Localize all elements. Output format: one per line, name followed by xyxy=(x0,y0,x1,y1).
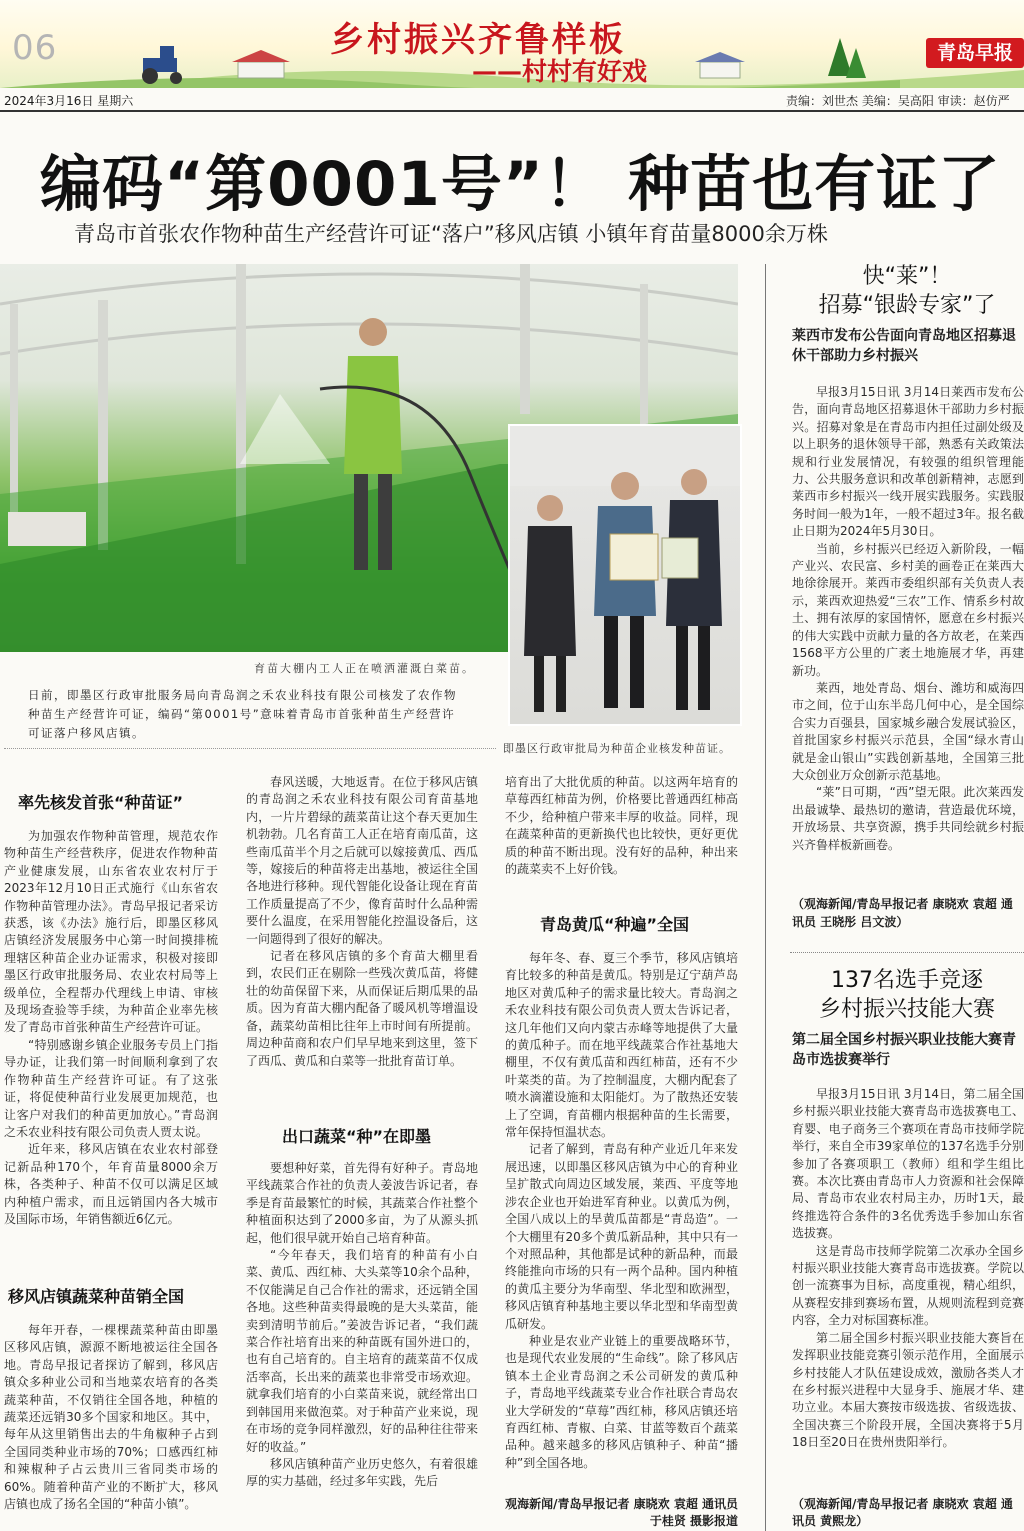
side-story-title-line: 招募“银龄专家”了 xyxy=(818,293,996,318)
tree-icon xyxy=(828,38,866,78)
certificate-ceremony-illustration xyxy=(510,426,740,724)
paragraph: “莱”日可期，“西”望无限。此次莱西发出最诚挚、最热切的邀请，营造最优环境，开放场景、共享资源，携手共同绘就乡村振兴齐鲁样板新画卷。 xyxy=(792,785,1024,852)
side-story-deck: 第二届全国乡村振兴职业技能大赛青岛市选拔赛举行 xyxy=(792,1032,1016,1068)
paragraph: 早报3月15日讯 3月14日莱西市发布公告，面向青岛地区招募退休干部助力乡村振兴。招募对象是在青岛市内担任过副处级及以上职务的退休领导干部，熟悉有关政策法规和行业发展情况，有较强的组织管理能力、公共服务意识和改革创新精神，志愿到莱西市乡村振兴一线开展实践服务。实践服务时间一般为1年，一般不超过3年。报名截止日期为2024年5月30日。 xyxy=(792,385,1024,539)
article-column xyxy=(505,774,738,902)
section-subtitle: 移风店镇蔬菜种苗销全国 xyxy=(8,1287,185,1306)
article-column xyxy=(246,1160,478,1531)
paragraph: 当前，乡村振兴已经迈入新阶段，一幅产业兴、农民富、乡村美的画卷正在莱西大地徐徐展开。莱西市委组织部有关负责人表示，莱西欢迎热爱“三农”工作、情系乡村故土、拥有浓厚的家国情怀，愿意在乡村振兴的伟大实践中贡献力量的各方故老，在莱西1568平方公里的广袤土地施展才华，再建新功。 xyxy=(792,541,1024,678)
lead-paragraph: 日前，即墨区行政审批服务局向青岛润之禾农业科技有限公司核发了农作物种苗生产经营许可证，编码“第0001号”意味着青岛市首张种苗生产经营许可证落户移风店镇。 xyxy=(28,688,457,740)
section-subtitle: 出口蔬菜“种”在即墨 xyxy=(282,1127,432,1146)
headline: 编码“第0001号”！ 种苗也有证了 xyxy=(40,149,1001,220)
paragraph: 为加强农作物种苗管理，规范农作物种苗生产经营秩序，促进农作物种苗产业健康发展，山东省农业农村厅于2023年12月10日正式施行《山东省农作物种苗管理办法》。青岛早报记者采访获悉，该《办法》施行后，即墨区移风店镇经济发展服务中心第一时间摸排梳理辖区种苗企业办证需求，积极对接即墨区行政审批服务局、农业农村局等上级单位，全程帮办代理线上申请、审核及现场查验等手续，为种苗企业率先核发了青岛市首张种苗生产经营许可证。 xyxy=(4,829,218,1035)
paragraph: 春风送暖，大地返青。在位于移风店镇的青岛润之禾农业科技有限公司育苗基地内，一片片碧绿的蔬菜苗让这个春天更加生机勃勃。几名育苗工人正在培育南瓜苗，这些南瓜苗半个月之后就可以嫁接黄瓜、西瓜等，嫁接后的种苗将走出基地，被运往全国各地进行移种。现代智能化设备让现在育苗工作质量提高了不少，像育苗时什么品种需要什么温度，在采用智能化控温设备后，这一问题得到了很好的解决。 xyxy=(246,775,478,946)
paragraph: 这是青岛市技师学院第二次承办全国乡村振兴职业技能大赛青岛市选拔赛。学院以创一流赛事为目标，高度重视，精心组织，从赛程安排到赛场布置，从规则流程到竞赛内容，全力对标国赛标准。 xyxy=(792,1243,1024,1328)
side-story-byline: （观海新闻/青岛早报记者 康晓欢 袁超 通讯员 王晓彤 吕文波） xyxy=(792,897,1013,929)
header-divider xyxy=(0,110,1024,112)
side-story-title-line: 快“莱”！ xyxy=(862,264,952,289)
side-story-title xyxy=(790,262,1024,320)
lead-divider xyxy=(4,748,496,749)
paragraph: “特别感谢乡镇企业服务专员上门指导办证，让我们第一时间顺利拿到了农作物种苗生产经营许可证。有了这张证，将促使种苗行业发展更加规范，也让客户对我们的种苗更加放心。”青岛润之禾农业科技有限公司负责人贾太说。 xyxy=(4,1037,218,1139)
side-story-title-line: 乡村振兴技能大赛 xyxy=(818,997,995,1022)
side-story-title xyxy=(790,966,1024,1024)
paragraph: 莱西，地处青岛、烟台、潍坊和威海四市之间，位于山东半岛几何中心，是全国综合实力百强县，国家城乡融合发展试验区，首批国家乡村振兴示范县，全国“绿水青山就是金山银山”实践创新基地，全国第三批大众创业万众创新示范基地。 xyxy=(792,680,1024,782)
inset-photo-caption: 即墨区行政审批局为种苗企业核发种苗证。 xyxy=(503,742,731,755)
certificate-icon xyxy=(610,534,658,580)
side-story-body xyxy=(792,384,1024,896)
article-column xyxy=(4,828,218,1252)
section-banner-title: 乡村振兴齐鲁样板 xyxy=(330,20,626,60)
article-column xyxy=(505,950,738,1494)
paragraph: 每年开春，一棵棵蔬菜种苗由即墨区移风店镇，源源不断地被运往全国各地。青岛早报记者探访了解到，移风店镇众多种业公司和当地菜农培育的各类蔬菜种苗，不仅销往全国各地，种植的蔬菜还远销30多个国家和地区。其中，每年从这里销售出去的牛角椒种子占到全国同类种业市场的70%；口感西红柿和辣椒种子占云贵川三省同类市场的60%。随着种苗产业的不断扩大，移风店镇也成了扬名全国的“种苗小镇”。 xyxy=(4,1323,218,1512)
issue-date: 2024年3月16日 星期六 xyxy=(4,94,134,108)
subheadline: 青岛市首张农作物种苗生产经营许可证“落户”移风店镇 小镇年育苗量8000余万株 xyxy=(74,222,828,246)
side-story-title-line: 137名选手竞逐 xyxy=(831,968,983,993)
paragraph: “今年春天，我们培育的种苗有小白菜、黄瓜、西红柿、大头菜等10余个品种，不仅能满足自己合作社的需求，还远销全国各地。这些种苗卖得最晚的是大头菜苗，能卖到清明节前后。”姜波告诉记者，“我们蔬菜合作社培育出来的种苗既有国外进口的，也有自己培育的。自主培育的蔬菜苗不仅成活率高，长出来的蔬菜也非常受市场欢迎。就拿我们培育的小白菜苗来说，就经常出口到韩国用来做泡菜。对于种苗产业来说，现在市场的竞争同样激烈，好的品种往往带来好的收益。” xyxy=(246,1248,478,1454)
paragraph: 每年冬、春、夏三个季节，移风店镇培育比较多的种苗是黄瓜。特别是辽宁葫芦岛地区对黄瓜种子的需求量比较大。青岛润之禾农业科技有限公司负责人贾太告诉记者，这几年他们又向内蒙古赤峰等地提供了大量的黄瓜种子。而在地平线蔬菜合作社基地大棚里，不仅有黄瓜苗和西红柿苗，还有不少叶菜类的苗。为了控制温度，大棚内配套了喷水滴灌设施和太阳能灯。为了散热还安装上了空调，育苗棚内根据种苗的生长需要，常年保持恒温状态。 xyxy=(505,951,738,1140)
editor-credits: 责编：刘世杰 美编：吴高阳 审读：赵仿严 xyxy=(786,94,1010,108)
newspaper-logo: 青岛早报 xyxy=(926,38,1024,68)
paragraph: 第二届全国乡村振兴职业技能大赛旨在发挥职业技能竞赛引领示范作用，全面展示乡村技能人才队伍建设成效，激励各类人才在乡村振兴进程中大显身手、施展才华、建功立业。本届大赛按市级选拔、省级选拔、全国决赛三个阶段开展，全国决赛将于5月18日至20日在贵州贵阳举行。 xyxy=(792,1330,1024,1450)
side-story-byline: （观海新闻/青岛早报记者 康晓欢 袁超 通讯员 黄熙龙） xyxy=(792,1497,1013,1528)
masthead xyxy=(0,0,1024,88)
side-story-deck: 莱西市发布公告面向青岛地区招募退休干部助力乡村振兴 xyxy=(792,328,1016,364)
paragraph: 要想种好菜，首先得有好种子。青岛地平线蔬菜合作社的负责人姜波告诉记者，春季是育苗最繁忙的时候，其蔬菜合作社整个种植面积达到了2000多亩，为了从源头抓起，他们很早就开始自己培育种苗。 xyxy=(246,1161,478,1245)
certificate-photo xyxy=(508,424,742,726)
story-divider xyxy=(790,952,1024,953)
paragraph: 早报3月15日讯 3月14日，第二届全国乡村振兴职业技能大赛青岛市选拔赛电工、育婴、电子商务三个赛项在青岛市技师学院举行，来自全市39家单位的137名选手分别参加了各赛项职工（教师）组和学生组比赛。本次比赛由青岛市人力资源和社会保障局、青岛市农业农村局主办，历时1天，最终推选符合条件的3名优秀选手参加山东省选拔赛。 xyxy=(792,1087,1024,1241)
column-divider xyxy=(765,264,766,1531)
side-story-body xyxy=(792,1086,1024,1496)
section-banner-subtitle: ——村村有好戏 xyxy=(472,57,648,86)
tractor-icon xyxy=(142,46,182,84)
section-subtitle: 青岛黄瓜“种遍”全国 xyxy=(540,915,690,934)
paragraph: 种业是农业产业链上的重要战略环节，也是现代农业发展的“生命线”。除了移风店镇本土企业青岛润之禾公司研发的黄瓜种子，青岛地平线蔬菜专业合作社联合青岛农业大学研发的“草莓”西红柿，移风店镇还培育西红柿、青椒、白菜、甘蓝等数百个蔬菜品种。越来越多的移风店镇种子、种苗“播种”到全国各地。 xyxy=(505,1333,738,1470)
page-number: 06 xyxy=(12,28,58,68)
person-left xyxy=(524,495,576,712)
article-column xyxy=(4,1322,218,1531)
section-subtitle: 率先核发首张“种苗证” xyxy=(18,793,184,812)
paragraph: 近年来，移风店镇在农业农村部登记新品种170个，年育苗量8000余万株，各类种子、种苗不仅可以满足区域内种植户需求，而且远销国内各大城市及国际市场，年销售额近6亿元。 xyxy=(4,1142,218,1226)
paragraph: 记者了解到，青岛有种产业近几年来发展迅速，以即墨区移风店镇为中心的育种业呈扩散式向周边区域发展，莱西、平度等地涉农企业也开始进军育种业。以黄瓜为例，全国八成以上的旱黄瓜苗都是“青岛造”。一个大棚里有20多个黄瓜新品种，其中只有一个对照品种，其他都是试种的新品种，而最终能推向市场的只有一两个品种。国内种植的黄瓜主要分为华南型、华北型和欧洲型，移风店镇育种基地主要以华北型和华南型黄瓜研发。 xyxy=(505,1142,738,1331)
article-byline: 观海新闻/青岛早报记者 康晓欢 袁超 通讯员 于桂贤 摄影报道 xyxy=(505,1497,738,1528)
article-column xyxy=(246,774,478,1114)
paragraph: 记者在移风店镇的多个育苗大棚里看到，农民们正在剔除一些残次黄瓜苗，将健壮的幼苗保留下来，从而保证后期瓜果的品质。因为育苗大棚内配备了暖风机等增温设备，蔬菜幼苗相比往年上市时间有所提前。周边种苗商和农户们早早地来到这里，签下了西瓜、黄瓜和白菜等一批批育苗订单。 xyxy=(246,949,478,1068)
paragraph: 移风店镇种苗产业历史悠久，有着很雄厚的实力基础，经过多年实践，先后 xyxy=(246,1456,478,1489)
paragraph: 培育出了大批优质的种苗。以这两年培育的草莓西红柿苗为例，价格要比普通西红柿高不少，给种植户带来丰厚的收益。同样，现在蔬菜种苗的更新换代也比较快，更好更优质的种苗不断出现。没有好的品种，种出来的蔬菜卖不上好价钱。 xyxy=(505,775,738,877)
main-photo-caption: 育苗大棚内工人正在喷洒灌溉白菜苗。 xyxy=(254,662,475,675)
person-right xyxy=(666,469,722,710)
person-center xyxy=(594,472,656,708)
